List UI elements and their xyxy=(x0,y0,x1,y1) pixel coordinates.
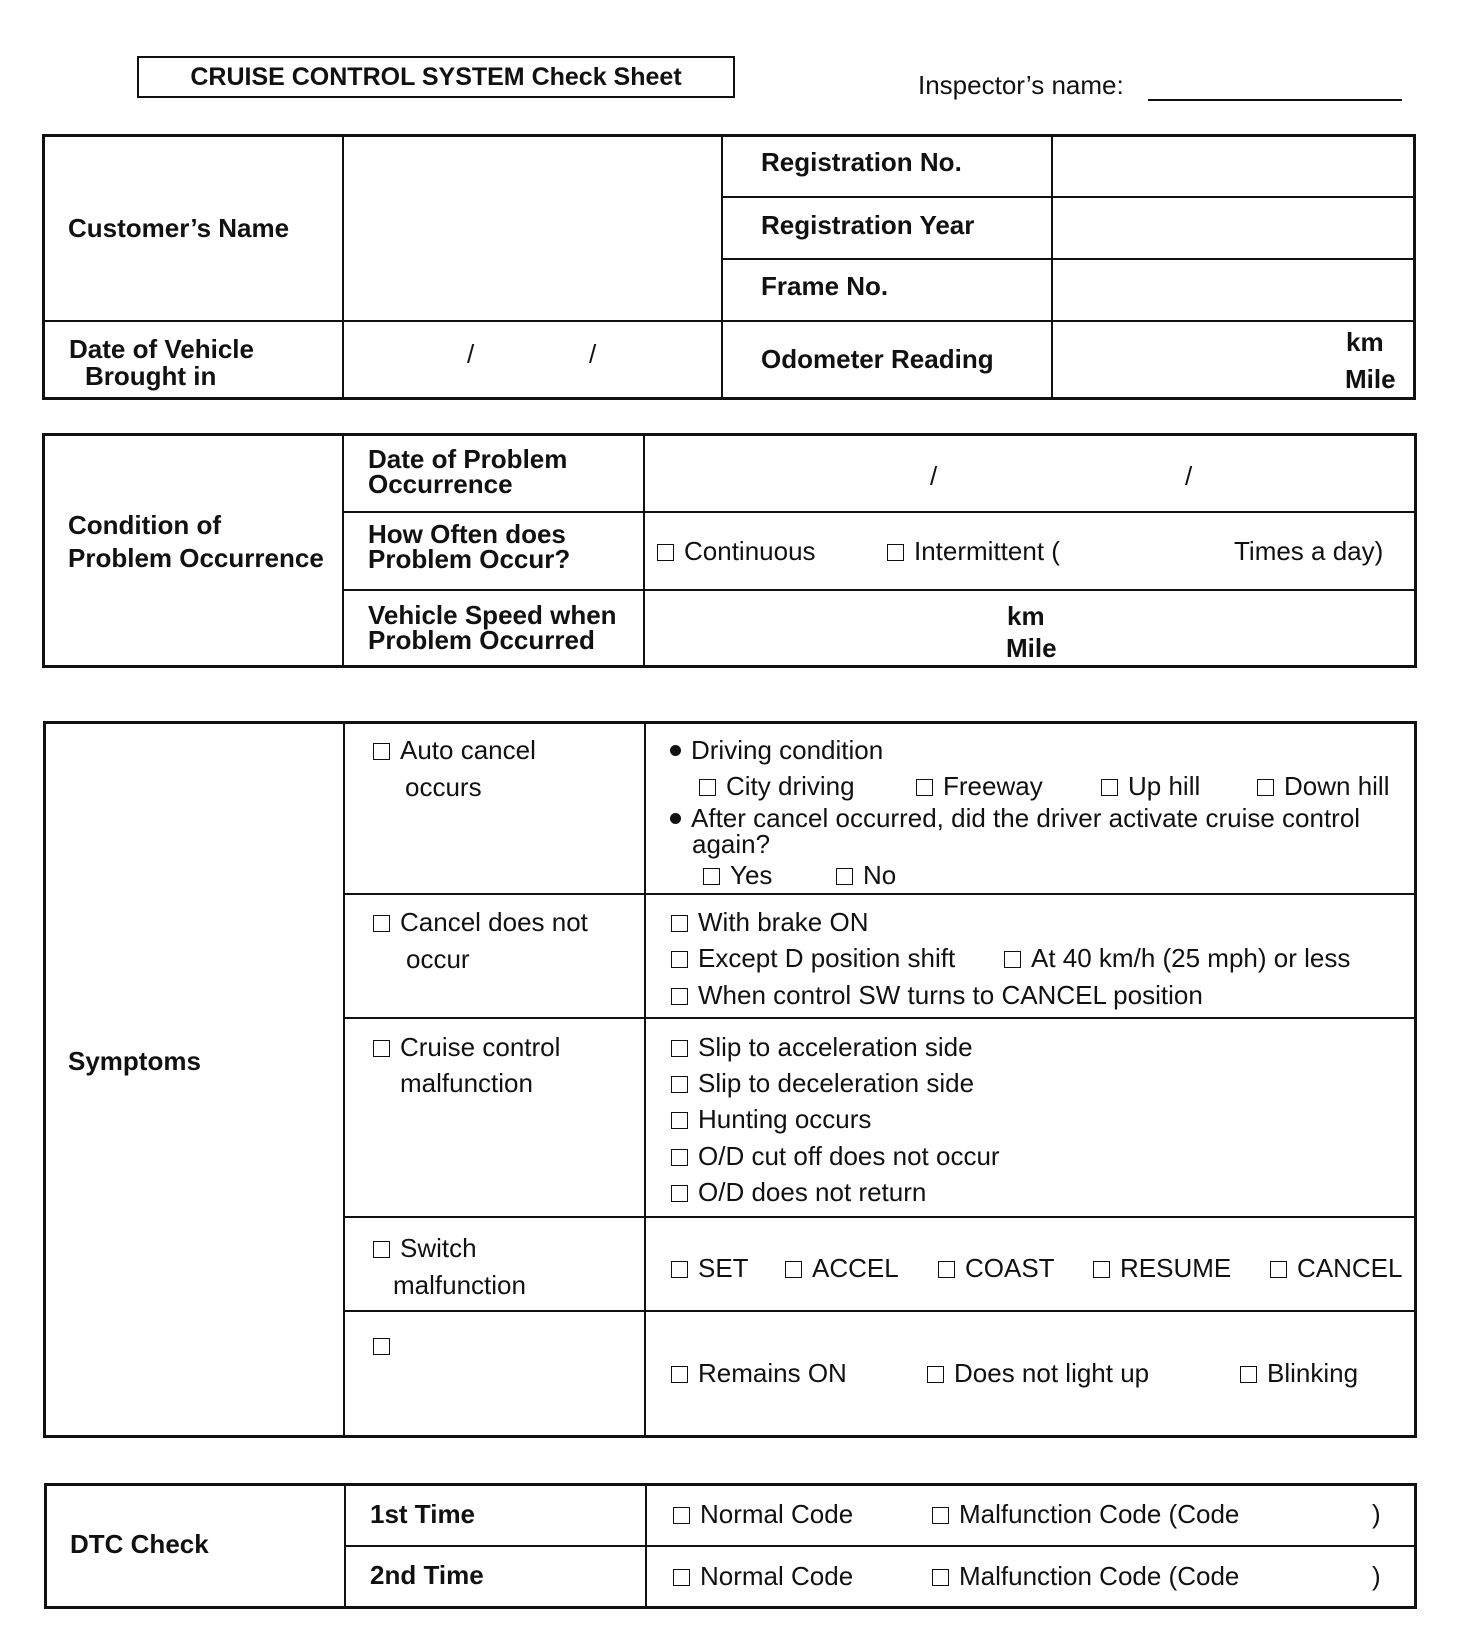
checkbox-icon[interactable] xyxy=(699,779,716,796)
checkbox-icon[interactable] xyxy=(785,1261,802,1278)
intermittent-option[interactable]: Intermittent ( xyxy=(887,538,1060,564)
checkbox-icon[interactable] xyxy=(703,868,720,885)
reactivate-question: After cancel occurred, did the driver activate cruise control xyxy=(670,805,1360,831)
checkbox-icon[interactable] xyxy=(1257,779,1274,796)
checkbox-icon[interactable] xyxy=(671,1185,688,1202)
registration-year-field[interactable] xyxy=(1053,198,1413,256)
remains-on-option[interactable]: Remains ON xyxy=(671,1360,847,1386)
blinking-option[interactable]: Blinking xyxy=(1240,1360,1358,1386)
reactivate-no-option[interactable]: No xyxy=(836,862,896,888)
odometer-unit-km: km xyxy=(1346,327,1384,357)
control-sw-option[interactable]: When control SW turns to CANCEL position xyxy=(671,982,1203,1008)
frame-no-field[interactable] xyxy=(1053,260,1413,318)
checkbox-icon[interactable] xyxy=(671,1112,688,1129)
checkbox-icon[interactable] xyxy=(671,1149,688,1166)
switch-malfunction-option[interactable]: Switch xyxy=(373,1235,477,1261)
checkbox-icon[interactable] xyxy=(932,1507,949,1524)
cruise-malfunction-label-line2: malfunction xyxy=(400,1068,533,1098)
second-normal-code-option[interactable]: Normal Code xyxy=(673,1563,853,1589)
switch-coast-option[interactable]: COAST xyxy=(938,1255,1055,1281)
dtc-check-label: DTC Check xyxy=(70,1529,209,1559)
reactivate-yes-option[interactable]: Yes xyxy=(703,862,772,888)
checkbox-icon[interactable] xyxy=(373,743,390,760)
checkbox-icon[interactable] xyxy=(673,1569,690,1586)
odometer-unit-mile: Mile xyxy=(1345,364,1396,394)
freeway-option[interactable]: Freeway xyxy=(916,773,1043,799)
checkbox-icon[interactable] xyxy=(373,915,390,932)
checkbox-icon[interactable] xyxy=(1101,779,1118,796)
city-driving-option[interactable]: City driving xyxy=(699,773,855,799)
checkbox-icon[interactable] xyxy=(671,1076,688,1093)
switch-resume-option[interactable]: RESUME xyxy=(1093,1255,1231,1281)
customer-name-label: Customer’s Name xyxy=(68,213,290,243)
vehicle-speed-label: Vehicle Speed when Problem Occurred xyxy=(368,600,617,656)
date-separator: / xyxy=(467,339,475,369)
auto-cancel-label-line2: occurs xyxy=(405,772,482,802)
checkbox-icon[interactable] xyxy=(887,544,904,561)
date-brought-in-label: Date of Vehicle Brought in xyxy=(69,334,254,392)
checkbox-icon[interactable] xyxy=(927,1366,944,1383)
speed-unit-mile: Mile xyxy=(1006,633,1057,663)
switch-accel-option[interactable]: ACCEL xyxy=(785,1255,899,1281)
reactivate-question-line2: again? xyxy=(692,829,771,859)
date-separator: / xyxy=(930,461,938,491)
list-item[interactable]: Slip to acceleration side xyxy=(671,1034,973,1060)
checkbox-icon[interactable] xyxy=(373,1241,390,1258)
inspector-name-label: Inspector’s name: xyxy=(918,70,1124,100)
list-item[interactable]: Slip to deceleration side xyxy=(671,1070,974,1096)
auto-cancel-option[interactable]: Auto cancel xyxy=(373,737,536,763)
list-item[interactable]: O/D does not return xyxy=(671,1179,926,1205)
close-paren: ) xyxy=(1372,1499,1381,1529)
at-40-option[interactable]: At 40 km/h (25 mph) or less xyxy=(1004,945,1350,971)
checkbox-icon[interactable] xyxy=(671,915,688,932)
up-hill-option[interactable]: Up hill xyxy=(1101,773,1200,799)
date-of-problem-label: Date of Problem Occurrence xyxy=(368,444,568,500)
does-not-light-option[interactable]: Does not light up xyxy=(927,1360,1149,1386)
date-separator: / xyxy=(1185,461,1193,491)
checkbox-icon[interactable] xyxy=(373,1040,390,1057)
checkbox-icon[interactable] xyxy=(938,1261,955,1278)
checkbox-icon[interactable] xyxy=(1004,951,1021,968)
switch-cancel-option[interactable]: CANCEL xyxy=(1270,1255,1402,1281)
registration-no-field[interactable] xyxy=(1053,136,1413,194)
down-hill-option[interactable]: Down hill xyxy=(1257,773,1390,799)
checkbox-icon[interactable] xyxy=(671,988,688,1005)
first-time-label: 1st Time xyxy=(370,1499,476,1529)
bullet-icon xyxy=(670,813,681,824)
first-malfunction-code-option[interactable]: Malfunction Code (Code xyxy=(932,1501,1239,1527)
checkbox-icon[interactable] xyxy=(373,1338,390,1355)
registration-no-label: Registration No. xyxy=(761,147,962,177)
list-item[interactable]: O/D cut off does not occur xyxy=(671,1143,1000,1169)
continuous-option[interactable]: Continuous xyxy=(657,538,816,564)
checkbox-icon[interactable] xyxy=(1093,1261,1110,1278)
cancel-not-occur-option[interactable]: Cancel does not xyxy=(373,909,588,935)
checkbox-icon[interactable] xyxy=(1240,1366,1257,1383)
how-often-label: How Often does Problem Occur? xyxy=(368,519,571,575)
checkbox-icon[interactable] xyxy=(916,779,933,796)
second-time-label: 2nd Time xyxy=(370,1560,484,1590)
driving-condition-label: Driving condition xyxy=(670,737,883,763)
checkbox-icon[interactable] xyxy=(836,868,853,885)
symptoms-label: Symptoms xyxy=(68,1046,201,1076)
checkbox-icon[interactable] xyxy=(1270,1261,1287,1278)
brake-on-option[interactable]: With brake ON xyxy=(671,909,869,935)
checkbox-icon[interactable] xyxy=(671,1261,688,1278)
first-normal-code-option[interactable]: Normal Code xyxy=(673,1501,853,1527)
odometer-label: Odometer Reading xyxy=(761,344,994,374)
registration-year-label: Registration Year xyxy=(761,210,975,240)
inspector-name-field[interactable] xyxy=(1148,99,1402,101)
close-paren: ) xyxy=(1372,1561,1381,1591)
switch-malfunction-label-line2: malfunction xyxy=(393,1270,526,1300)
except-d-option[interactable]: Except D position shift xyxy=(671,945,955,971)
cruise-malfunction-option[interactable]: Cruise control xyxy=(373,1034,560,1060)
second-malfunction-code-option[interactable]: Malfunction Code (Code xyxy=(932,1563,1239,1589)
checkbox-icon[interactable] xyxy=(671,1366,688,1383)
speed-unit-km: km xyxy=(1007,601,1045,631)
cancel-not-occur-label-line2: occur xyxy=(406,944,470,974)
date-separator: / xyxy=(589,339,597,369)
times-a-day-label: Times a day) xyxy=(1234,536,1384,566)
switch-set-option[interactable]: SET xyxy=(671,1255,749,1281)
list-item[interactable]: Hunting occurs xyxy=(671,1106,871,1132)
checkbox-icon[interactable] xyxy=(932,1569,949,1586)
page-title: CRUISE CONTROL SYSTEM Check Sheet xyxy=(137,56,735,98)
checkbox-icon[interactable] xyxy=(671,1040,688,1057)
frame-no-label: Frame No. xyxy=(761,271,889,301)
checkbox-icon[interactable] xyxy=(657,544,674,561)
checkbox-icon[interactable] xyxy=(673,1507,690,1524)
indicator-option[interactable] xyxy=(373,1332,400,1358)
condition-label: Condition of Problem Occurrence xyxy=(68,510,324,574)
bullet-icon xyxy=(670,745,681,756)
checkbox-icon[interactable] xyxy=(671,951,688,968)
customer-name-field[interactable] xyxy=(344,136,719,318)
